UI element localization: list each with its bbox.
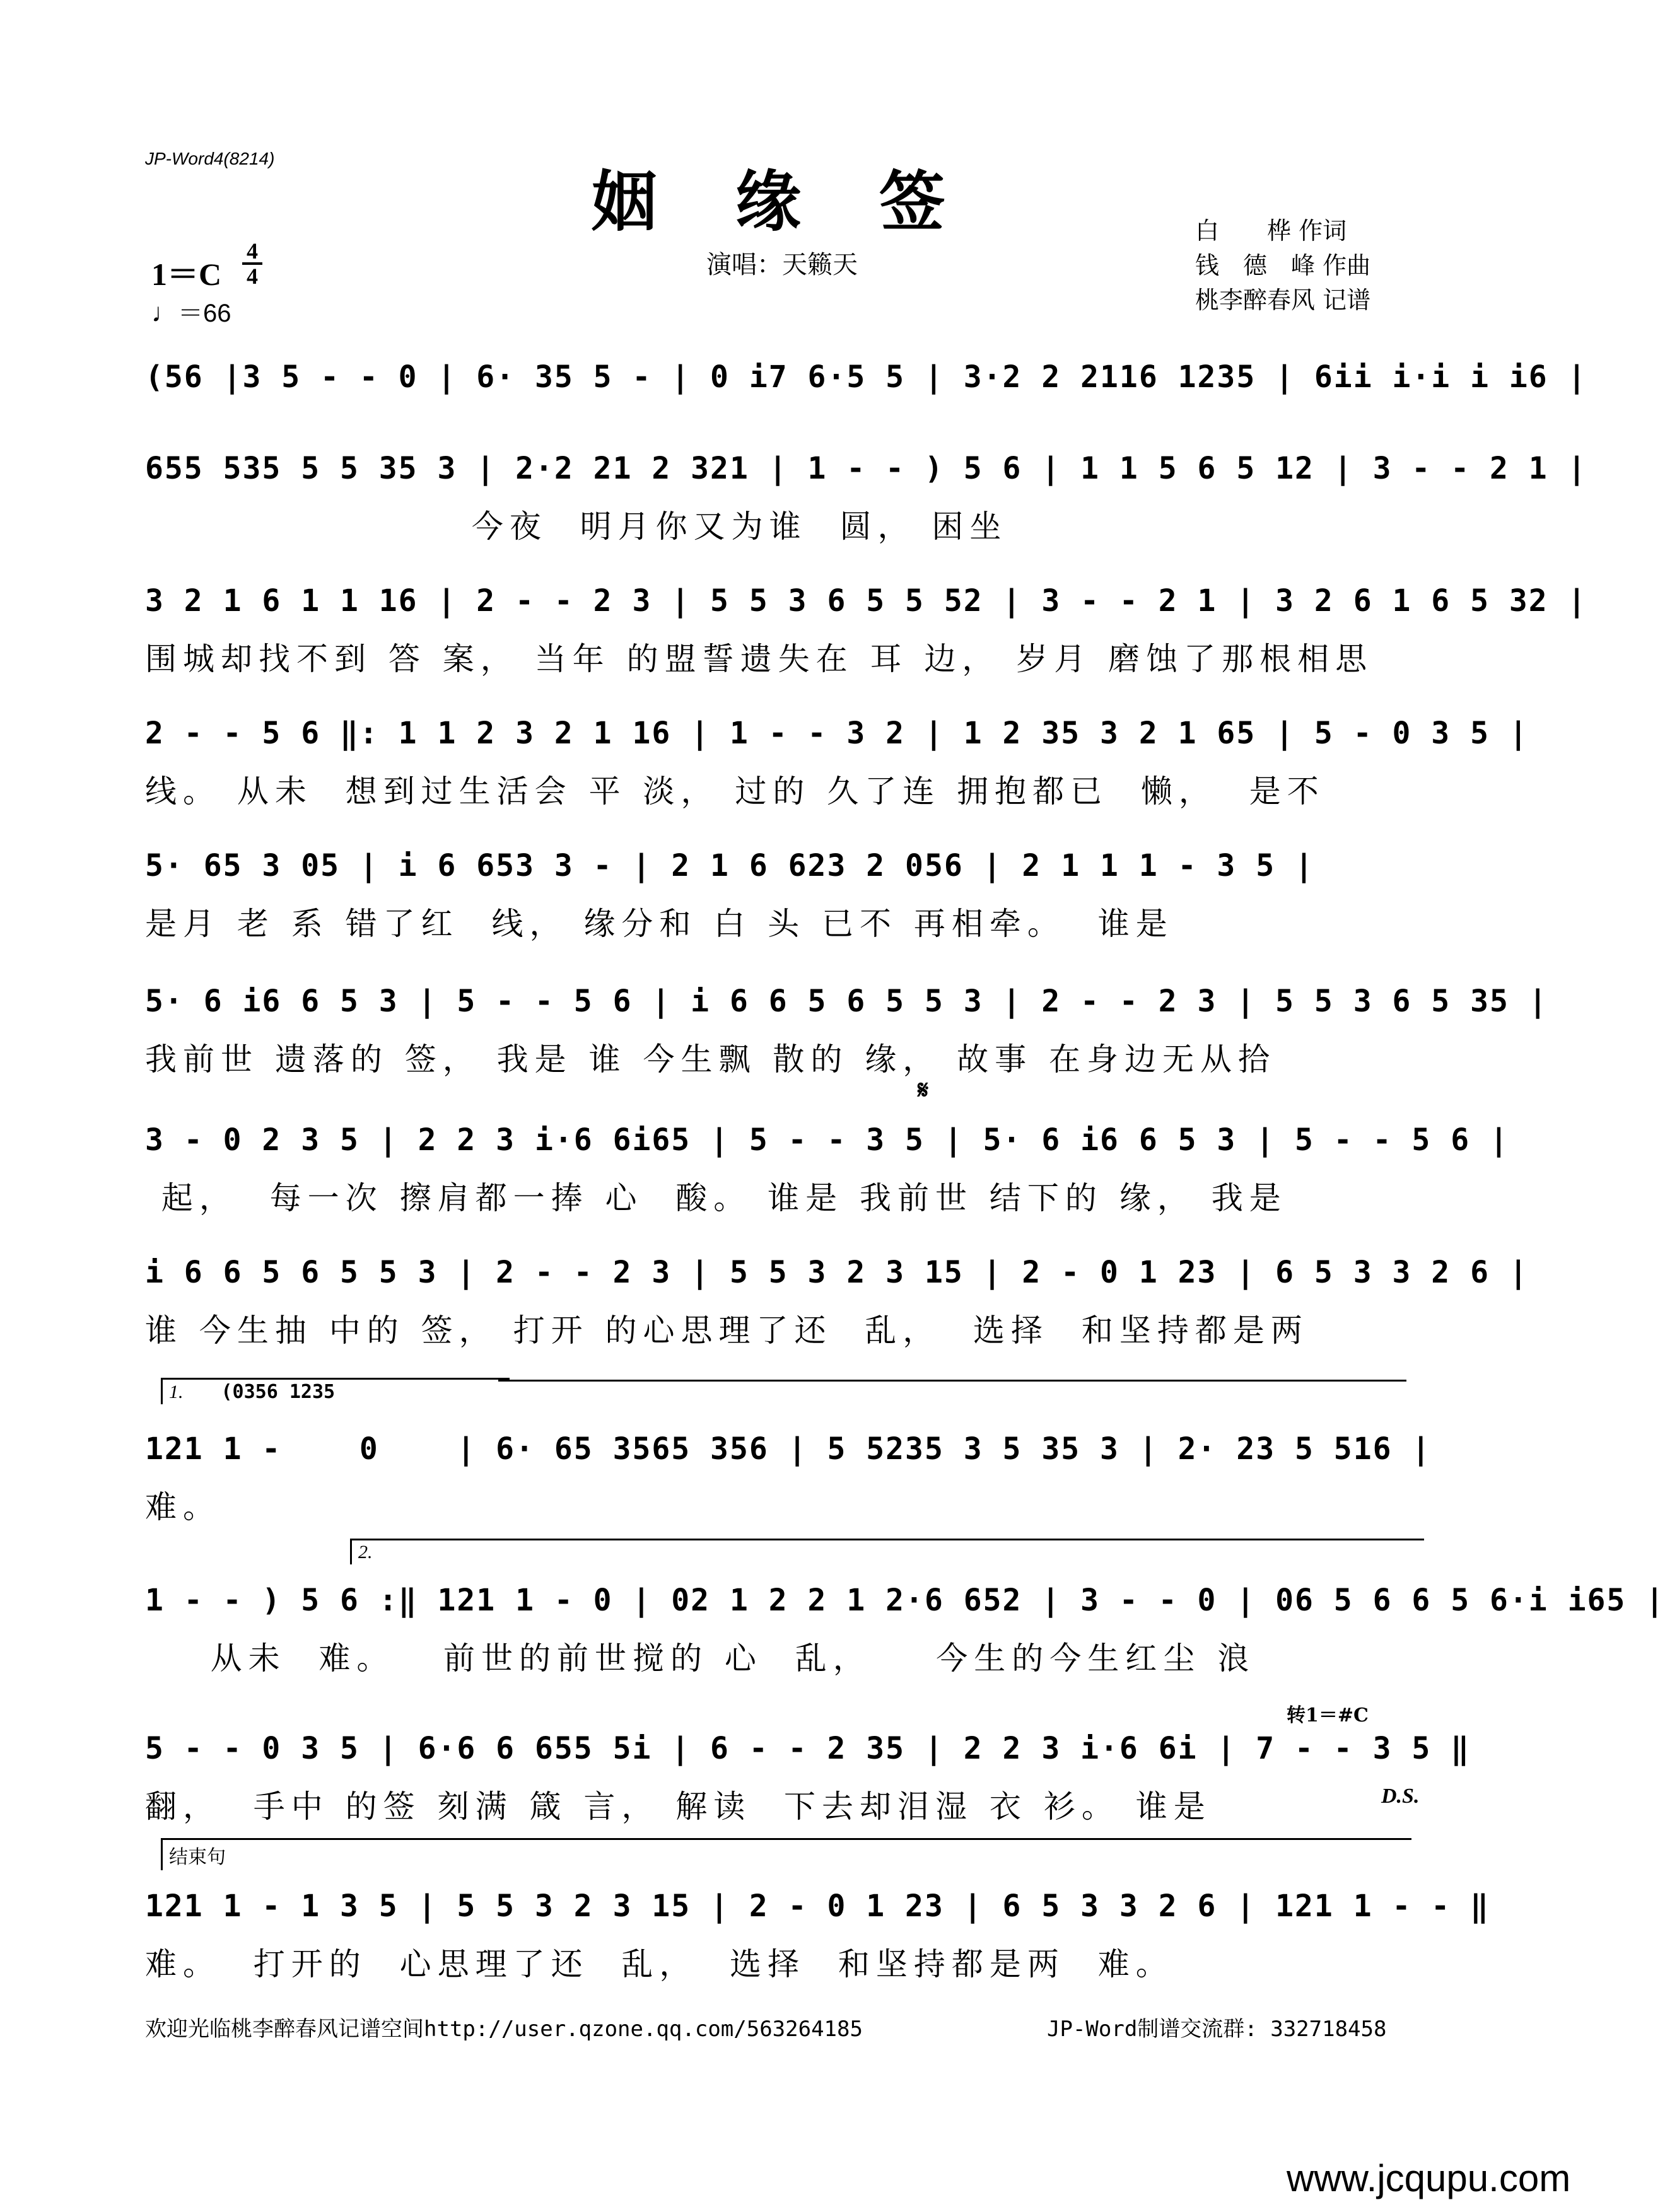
score-line-2-lyric: 今夜 明月你又为谁 圆， 困坐 bbox=[145, 508, 1008, 545]
score-line-8-lyric: 谁 今生抽 中的 签， 打开 的心思理了还 乱， 选择 和坚持都是两 bbox=[145, 1312, 1309, 1349]
ds-mark: D.S. bbox=[1381, 1784, 1420, 1808]
volta-1-bracket bbox=[161, 1378, 510, 1404]
volta-2-bracket bbox=[350, 1539, 1424, 1564]
key-signature: 1＝C bbox=[151, 257, 222, 292]
score-line-5-notes: 5· 65 3 05 | i 6 653 3 - | 2 1 6 623 2 056 | 2 1 1 1 - 3 5 | bbox=[145, 848, 1314, 883]
score-line-12-notes: 121 1 - 1 3 5 | 5 5 3 2 3 15 | 2 - 0 1 23 | 6 5 3 3 2 6 | 121 1 - - ‖ bbox=[145, 1889, 1490, 1924]
tempo-value: ＝66 bbox=[178, 300, 231, 327]
score-line-9-lyric: 难。 bbox=[145, 1489, 221, 1525]
score-line-4-lyric: 线。 从未 想到过生活会 平 淡， 过的 久了连 拥抱都已 懒， 是不 bbox=[145, 773, 1325, 810]
volta-2-label: 2. bbox=[358, 1542, 373, 1563]
coda-bracket bbox=[161, 1838, 1411, 1870]
score-line-11-notes: 5 - - 0 3 5 | 6·6 6 655 5i | 6 - - 2 35 | 2 2 3 i·6 6i | 7 - - 3 5 ‖ bbox=[145, 1731, 1471, 1766]
score-line-7-lyric: 起， 每一次 擦肩都一捧 心 酸。 谁是 我前世 结下的 缘， 我是 bbox=[145, 1180, 1287, 1216]
score-line-3-lyric: 围城却找不到 答 案， 当年 的盟誓遗失在 耳 边， 岁月 磨蚀了那根相思 bbox=[145, 641, 1374, 677]
time-signature-top: 4 bbox=[247, 238, 258, 264]
footer-right: JP-Word制谱交流群: 332718458 bbox=[1047, 2017, 1387, 2042]
score-line-8-notes: i 6 6 5 6 5 5 3 | 2 - - 2 3 | 5 5 3 2 3 15 | 2 - 0 1 23 | 6 5 3 3 2 6 | bbox=[145, 1255, 1529, 1290]
score-line-11-lyric: 翻， 手中 的签 刻满 箴 言， 解读 下去却泪湿 衣 衫。 谁是 bbox=[145, 1788, 1212, 1825]
score-line-6-lyric: 我前世 遗落的 签， 我是 谁 今生飘 散的 缘， 故事 在身边无从拾 bbox=[145, 1041, 1276, 1078]
transcriber-credit: 桃李醉春风 记谱 bbox=[1195, 286, 1371, 314]
watermark: www.jcqupu.com bbox=[1287, 2157, 1571, 2199]
footer-left: 欢迎光临桃李醉春风记谱空间http://user.qzone.qq.com/563264185 bbox=[145, 2017, 863, 2042]
generator-label: JP-Word4(8214) bbox=[145, 149, 275, 168]
score-line-2-notes: 655 535 5 5 35 3 | 2·2 21 2 321 | 1 - - ) 5 6 | 1 1 5 6 5 12 | 3 - - 2 1 | bbox=[145, 451, 1587, 486]
score-line-12-lyric: 难。 打开的 心思理了还 乱， 选择 和坚持都是两 难。 bbox=[145, 1946, 1174, 1982]
score-line-10-lyric: 从未 难。 前世的前世搅的 心 乱， 今生的今生红尘 浪 bbox=[145, 1640, 1256, 1677]
tempo-marking bbox=[151, 293, 231, 329]
score-line-3-notes: 3 2 1 6 1 1 16 | 2 - - 2 3 | 5 5 3 6 5 5 52 | 3 - - 2 1 | 3 2 6 1 6 5 32 | bbox=[145, 583, 1587, 619]
score-line-7-notes: 3 - 0 2 3 5 | 2 2 3 i·6 6i65 | 5 - - 3 5 | 5· 6 i6 6 5 3 | 5 - - 5 6 | bbox=[145, 1122, 1509, 1158]
score-line-6-notes: 5· 6 i6 6 5 3 | 5 - - 5 6 | i 6 6 5 6 5 5 3 | 2 - - 2 3 | 5 5 3 6 5 35 | bbox=[145, 984, 1548, 1019]
time-signature-bottom: 4 bbox=[247, 264, 258, 289]
segno-mark: 𝄋 bbox=[918, 1075, 929, 1105]
quarter-note-icon: ♩ bbox=[151, 298, 178, 327]
score-line-5-lyric: 是月 老 系 错了红 线， 缘分和 白 头 已不 再相牵。 谁是 bbox=[145, 905, 1174, 942]
modulation-mark: 转1＝#C bbox=[1287, 1704, 1369, 1726]
volta-1-line bbox=[498, 1380, 1406, 1382]
score-line-9-notes: 121 1 - 0 | 6· 65 3565 356 | 5 5235 3 5 35 3 | 2· 23 5 516 | bbox=[145, 1431, 1432, 1467]
score-line-4-notes: 2 - - 5 6 ‖: 1 1 2 3 2 1 16 | 1 - - 3 2 | 1 2 35 3 2 1 65 | 5 - 0 3 5 | bbox=[145, 716, 1529, 751]
lyricist-credit: 白 桦 作词 bbox=[1195, 217, 1347, 245]
coda-label: 结束句 bbox=[169, 1846, 226, 1868]
song-title: 姻 缘 签 bbox=[591, 163, 973, 240]
singer-credit: 演唱：天籁天 bbox=[706, 250, 858, 279]
score-line-1-notes: (56 |3 5 - - 0 | 6· 35 5 - | 0 i7 6·5 5 | 3·2 2 2116 1235 | 6ii i·i i i6 | bbox=[145, 359, 1587, 395]
volta-1-notes: (0356 1235 bbox=[221, 1381, 336, 1403]
score-line-10-notes: 1 - - ) 5 6 :‖ 121 1 - 0 | 02 1 2 2 1 2·6 652 | 3 - - 0 | 06 5 6 6 5 6·i i65 | bbox=[145, 1583, 1665, 1618]
volta-1-label: 1. bbox=[169, 1382, 184, 1402]
composer-credit: 钱 德 峰 作曲 bbox=[1195, 252, 1371, 279]
